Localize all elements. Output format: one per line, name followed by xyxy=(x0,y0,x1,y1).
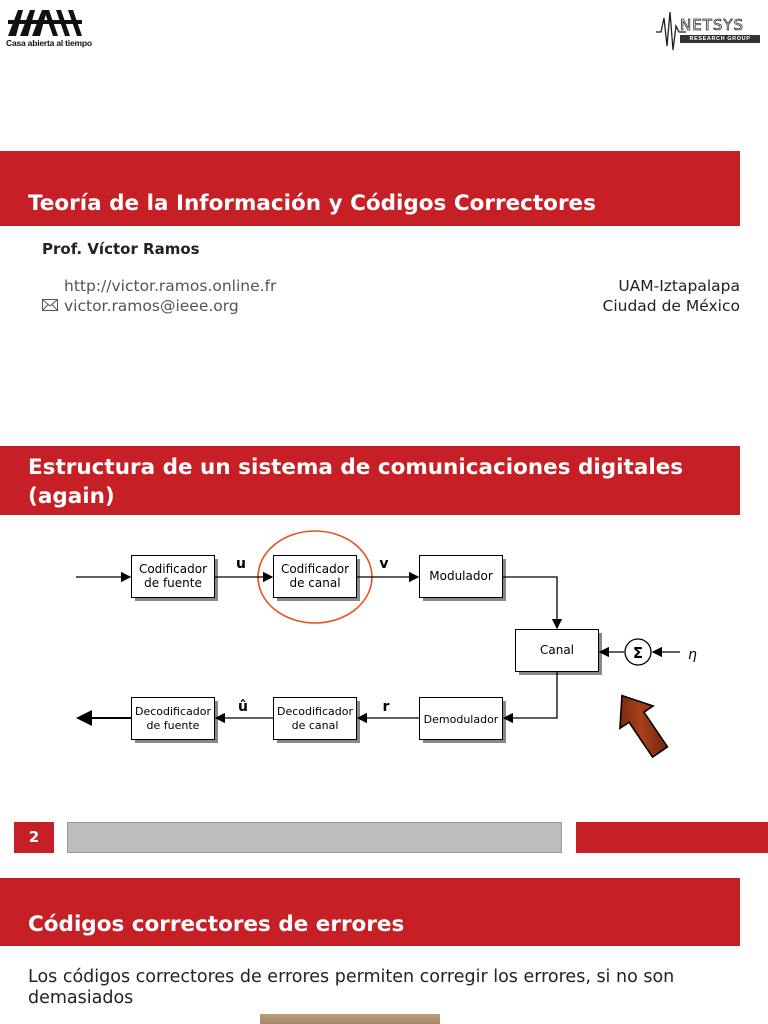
source-decoder-label-1: Decodificador xyxy=(134,705,212,718)
demodulator-label: Demodulador xyxy=(423,713,499,726)
presentation-title: Teoría de la Información y Códigos Correctores xyxy=(28,191,596,216)
email-link[interactable]: victor.ramos@ieee.org xyxy=(64,297,239,315)
channel-label: Canal xyxy=(539,643,575,657)
envelope-icon xyxy=(42,296,64,316)
netsys-word: NETSYS xyxy=(680,16,745,34)
contact-info xyxy=(42,276,276,316)
channel-encoder-label-2: de canal xyxy=(289,576,341,590)
noise-label: η xyxy=(688,647,697,663)
modulator-label: Modulador xyxy=(429,569,493,583)
signal-r: r xyxy=(382,699,390,715)
source-decoder-label-2: de fuente xyxy=(146,719,200,732)
title-bar xyxy=(0,151,740,226)
signal-u-hat: û xyxy=(238,699,248,715)
institution-name: UAM-Iztapalapa xyxy=(618,277,740,295)
communication-system-diagram xyxy=(0,520,768,790)
author-name: Prof. Víctor Ramos xyxy=(42,240,200,258)
city-name: Ciudad de México xyxy=(602,297,740,315)
institution-block xyxy=(540,276,740,316)
page-number: 2 xyxy=(14,822,54,853)
signal-u: u xyxy=(236,556,246,572)
photo-image xyxy=(260,1014,440,1024)
slide3-title: Códigos correctores de errores xyxy=(28,912,405,937)
section-title-bar xyxy=(0,446,740,515)
footer-red-bar xyxy=(576,822,768,853)
website-link[interactable]: http://victor.ramos.online.fr xyxy=(64,277,277,295)
netsys-subtitle: RESEARCH GROUP xyxy=(680,35,760,43)
uam-tagline: Casa abierta al tiempo xyxy=(6,38,92,48)
signal-v: v xyxy=(379,556,389,572)
channel-encoder-label-1: Codificador xyxy=(280,562,350,576)
channel-decoder-label-1: Decodificador xyxy=(276,705,354,718)
summation-symbol: Σ xyxy=(632,644,644,662)
highlight-arrow-icon xyxy=(605,684,676,763)
section-title: Estructura de un sistema de comunicaciones digitales (again) xyxy=(28,455,684,509)
netsys-logo xyxy=(656,8,764,54)
footer-gray-bar xyxy=(67,822,562,853)
source-encoder-label-1: Codificador xyxy=(138,562,208,576)
slide3-title-bar xyxy=(0,878,740,946)
source-encoder-label-2: de fuente xyxy=(144,576,202,590)
slide3-body-text: Los códigos correctores de errores permiten corregir los errores, si no son demasiados xyxy=(28,967,675,1008)
uam-logo-icon xyxy=(6,6,84,38)
uam-logo xyxy=(6,6,96,48)
channel-decoder-label-2: de canal xyxy=(291,719,339,732)
